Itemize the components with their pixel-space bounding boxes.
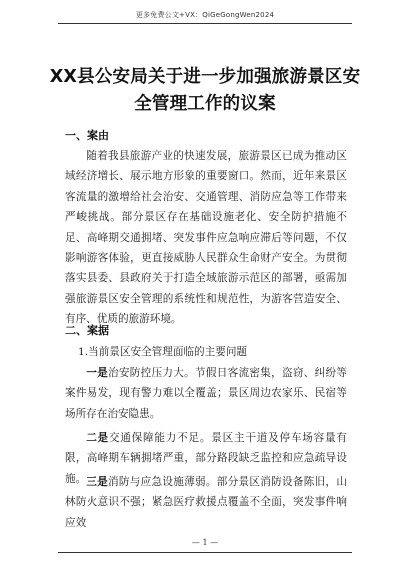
header-note: 更多免费公文+VX：QiGeGongWen2024 (135, 11, 275, 19)
section-heading-basis: 二、案据 (65, 324, 109, 337)
subheading-main-problems: 1.当前景区安全管理面临的主要问题 (78, 346, 248, 358)
problem-paragraph-1 (65, 363, 347, 424)
problem-1-lead: 一是 (86, 367, 108, 379)
section-heading-case: 一、案由 (65, 129, 109, 142)
case-paragraph: 随着我县旅游产业的快速发展，旅游景区已成为推动区域经济增长、展示地方形象的重要窗口。然而，近年来景区客流量的激增给社会治安、交通管理、消防应急等工作带来严峻挑战。部分景区存在基础设施老化、安全防护措施不足、高峰期交通拥堵、突发事件应急响应滞后等问题，不仅影响游客体验，更直接威胁人民群众生命财产安全。为贯彻落实县委、县政府关于打造全域旅游示范区的部署，亟需加强旅游景区安全管理的系统性和规范性，为游客营造安全、有序、优质的旅游环境。 (65, 150, 347, 326)
problem-1-text: 治安防控压力大。节假日客流密集，盗窃、纠纷等案件易发，现有警力难以全覆盖；景区周边农家乐、民宿等场所存在治安隐患。 (65, 367, 348, 420)
problem-3-text: 消防与应急设施薄弱。部分景区消防设备陈旧，山林防火意识不强；紧急医疗救援点覆盖不全面，突发事件响应效 (65, 476, 348, 529)
problem-2-lead: 二是 (86, 432, 109, 444)
problem-paragraph-3 (65, 472, 347, 533)
page-number: — 1 — (191, 538, 219, 547)
document-title: XX县公安局关于进一步加强旅游景区安全管理工作的议案 (49, 67, 361, 114)
footer-divider (58, 552, 352, 553)
problem-3-lead: 三是 (86, 476, 108, 488)
header-divider (58, 23, 352, 24)
problem-2-text: 交通保障能力不足。景区主干道及停车场容量有限，高峰期车辆拥堵严重，部分路段缺乏监控和应急疏导设施。 (65, 432, 348, 485)
